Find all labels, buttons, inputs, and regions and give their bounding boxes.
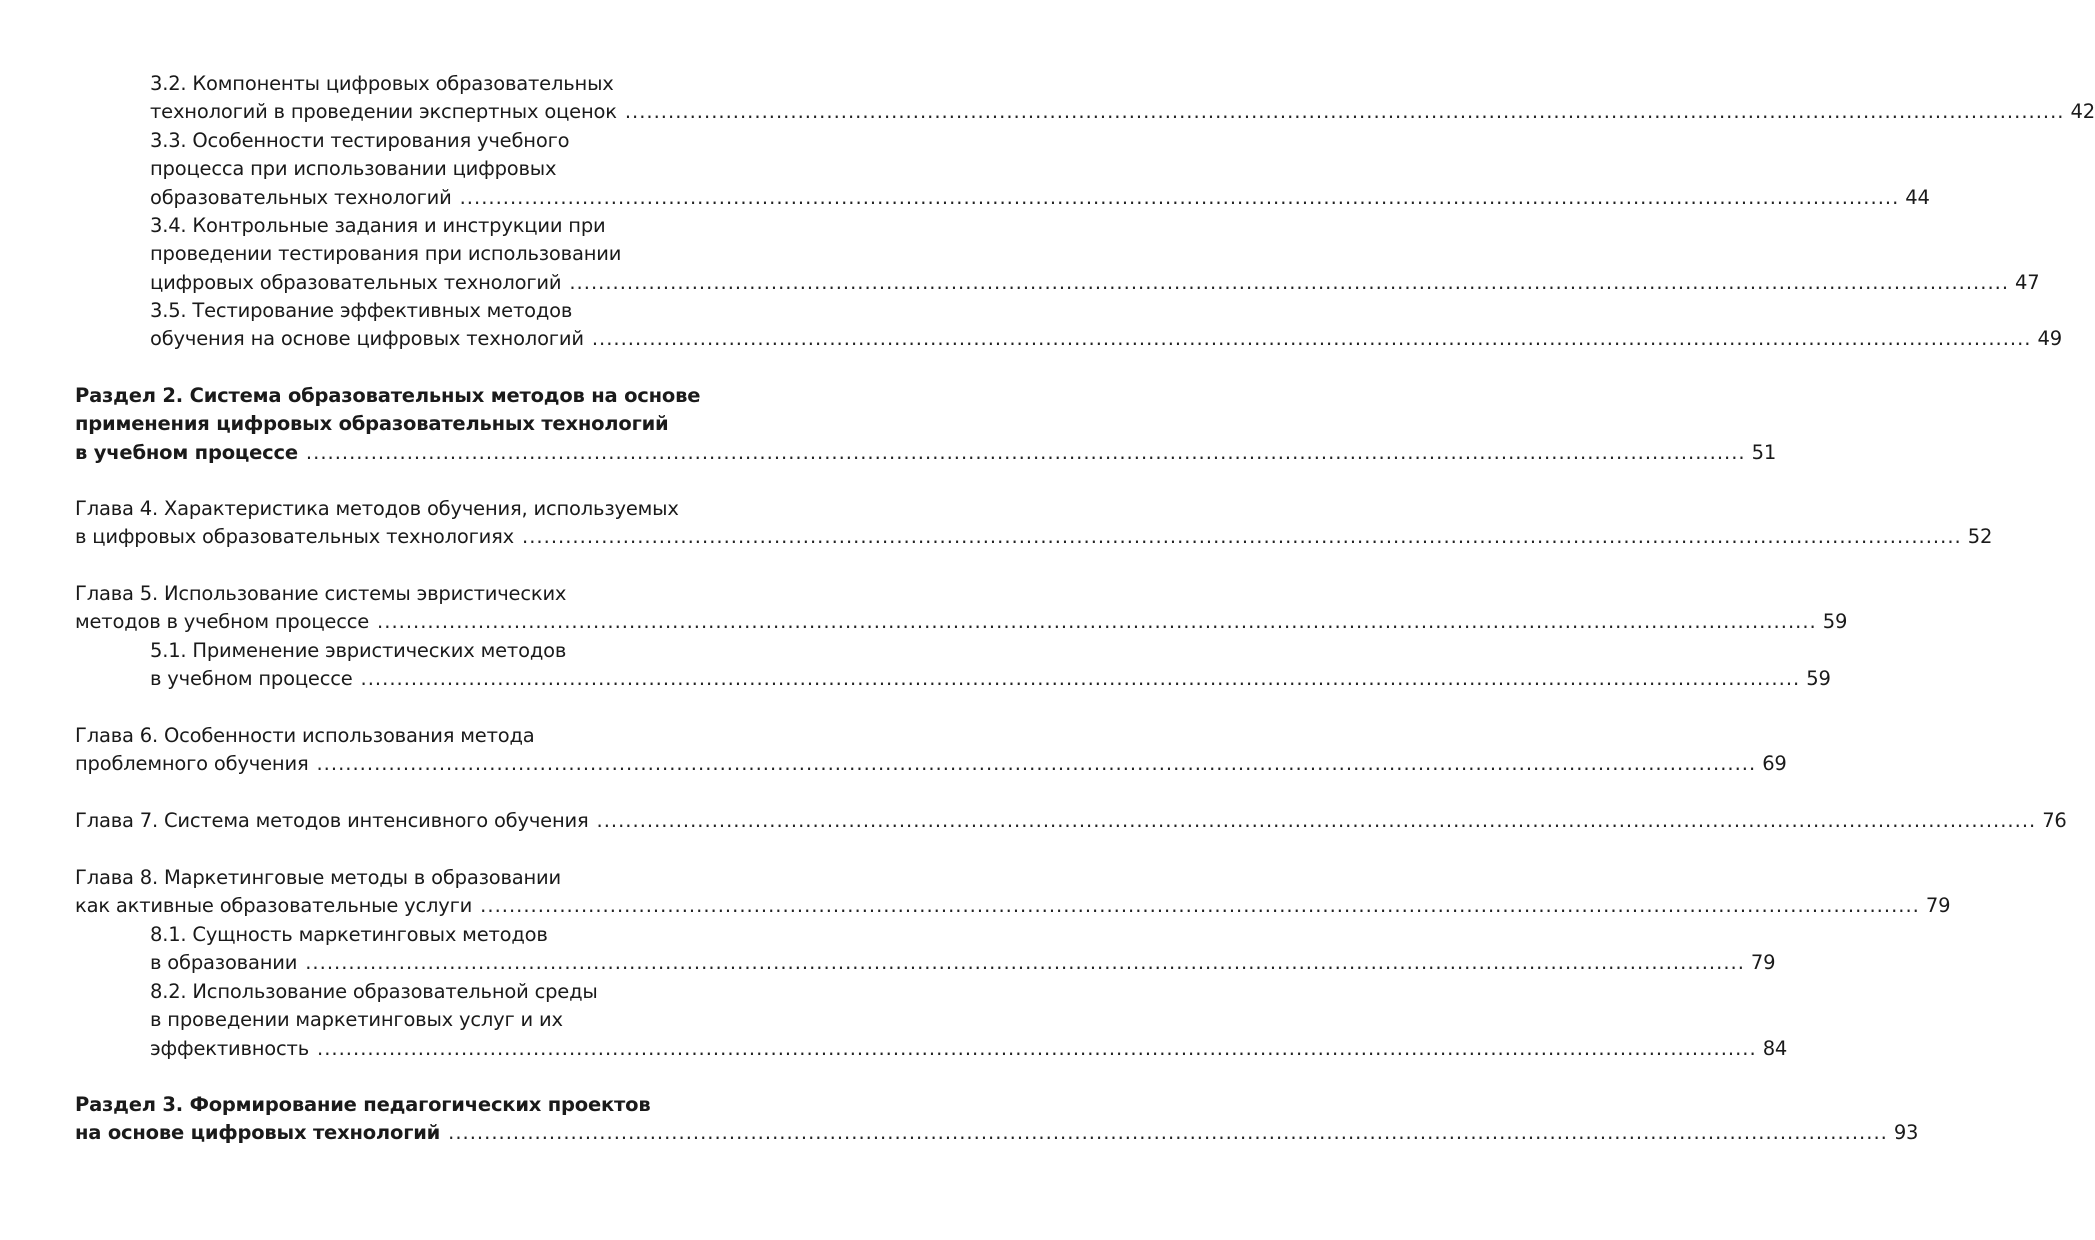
- toc-entry-title: в учебном процессе: [75, 440, 298, 464]
- toc-entry-line: Раздел 3. Формирование педагогических проектов: [75, 1093, 651, 1116]
- page-number: 76: [2042, 809, 2067, 832]
- toc-entry-line: применения цифровых образовательных технологий: [75, 412, 669, 436]
- toc-entry-title: эффективность: [150, 1036, 309, 1060]
- toc-entry-title: цифровых образовательных технологий: [150, 270, 562, 294]
- page-number: 59: [1806, 667, 1831, 691]
- toc-entry-title: на основе цифровых технологий: [75, 1121, 441, 1145]
- toc-entry-title: методов в учебном процессе: [75, 610, 370, 634]
- page-number: 93: [1893, 1121, 1919, 1145]
- toc-entry-title: как активные образовательные услуги: [75, 894, 473, 918]
- toc-entry-line: процесса при использовании цифровых: [150, 157, 557, 181]
- page-number: 79: [1750, 951, 1776, 975]
- toc-entry-line: Глава 6. Особенности использования метода: [75, 724, 535, 747]
- toc-entry-title: технологий в проведении экспертных оценок: [150, 100, 617, 124]
- toc-entry-line: Глава 8. Маркетинговые методы в образовании: [75, 866, 562, 889]
- page-number: 42: [2070, 100, 2095, 124]
- toc-entry-final-line: [75, 1119, 1919, 1147]
- toc-entry-line: 3.4. Контрольные задания и инструкции при: [150, 214, 606, 237]
- toc-entry-title: проблемного обучения: [75, 752, 309, 776]
- dot-leader: ........................................................................................................................................................................................................: [624, 100, 2065, 124]
- toc-entry-final-line: [150, 949, 1776, 977]
- toc-entry-final-line: [75, 608, 1848, 636]
- toc-entry-title: в образовании: [150, 951, 298, 975]
- page-number: 49: [2037, 327, 2062, 351]
- toc-entry-title: в учебном процессе: [150, 667, 353, 691]
- dot-leader: ........................................................................................................................................................................................................: [317, 1036, 1757, 1060]
- dot-leader: ........................................................................................................................................................................................................: [480, 894, 1920, 918]
- dot-leader: ........................................................................................................................................................................................................: [459, 185, 1900, 209]
- toc-entry-line: Глава 5. Использование системы эвристических: [75, 582, 567, 605]
- page-number: 59: [1822, 610, 1848, 634]
- dot-leader: ........................................................................................................................................................................................................: [596, 809, 2037, 832]
- dot-leader: ........................................................................................................................................................................................................: [569, 270, 2010, 294]
- toc-entry-final-line: [150, 269, 2040, 297]
- toc-entry-line: 8.1. Сущность маркетинговых методов: [150, 923, 548, 946]
- page-number: 47: [2015, 270, 2040, 294]
- toc-entry-final-line: [150, 665, 1831, 693]
- toc-entry-final-line: [75, 523, 1993, 551]
- dot-leader: ........................................................................................................................................................................................................: [377, 610, 1817, 634]
- toc-entry-line: Раздел 2. Система образовательных методов на основе: [75, 384, 701, 407]
- toc-entry-line: 3.2. Компоненты цифровых образовательных: [150, 72, 614, 95]
- dot-leader: ........................................................................................................................................................................................................: [448, 1121, 1888, 1145]
- toc-entry-title: в цифровых образовательных технологиях: [75, 525, 515, 549]
- dot-leader: ........................................................................................................................................................................................................: [360, 667, 1801, 691]
- dot-leader: ........................................................................................................................................................................................................: [316, 752, 1757, 776]
- toc-entry-final-line: [75, 439, 1777, 467]
- page-number: 69: [1762, 752, 1787, 776]
- toc-entry-final-line: [75, 892, 1951, 920]
- page-number: 44: [1905, 185, 1930, 209]
- toc-entry-line: в проведении маркетинговых услуг и их: [150, 1008, 563, 1032]
- toc-entry-line: Глава 4. Характеристика методов обучения, используемых: [75, 497, 679, 520]
- toc-entry-final-line: [150, 184, 1930, 212]
- toc-entry-title: Глава 7. Система методов интенсивного обучения: [75, 809, 589, 832]
- toc-entry-title: обучения на основе цифровых технологий: [150, 327, 584, 351]
- page-number: 84: [1762, 1036, 1788, 1060]
- toc-entry-line: 3.3. Особенности тестирования учебного: [150, 129, 570, 152]
- page-number: 52: [1967, 525, 1993, 549]
- page-number: 79: [1925, 894, 1951, 918]
- page-number: 51: [1751, 440, 1777, 464]
- toc-entry-title: образовательных технологий: [150, 185, 452, 209]
- dot-leader: ........................................................................................................................................................................................................: [305, 951, 1745, 975]
- dot-leader: ........................................................................................................................................................................................................: [522, 525, 1962, 549]
- toc-entry-line: 8.2. Использование образовательной среды: [150, 980, 598, 1003]
- toc-entry-final-line: [75, 807, 2067, 835]
- toc-entry-line: проведении тестирования при использовании: [150, 242, 622, 266]
- dot-leader: ........................................................................................................................................................................................................: [305, 440, 1746, 464]
- toc-entry-line: 3.5. Тестирование эффективных методов: [150, 299, 573, 322]
- toc-entry-line: 5.1. Применение эвристических методов: [150, 639, 567, 662]
- toc-entry-final-line: [150, 325, 2062, 353]
- toc-entry-final-line: [75, 750, 1787, 778]
- toc-entry-final-line: [150, 1035, 1788, 1063]
- dot-leader: ........................................................................................................................................................................................................: [591, 327, 2032, 351]
- toc-entry-final-line: [150, 98, 2095, 126]
